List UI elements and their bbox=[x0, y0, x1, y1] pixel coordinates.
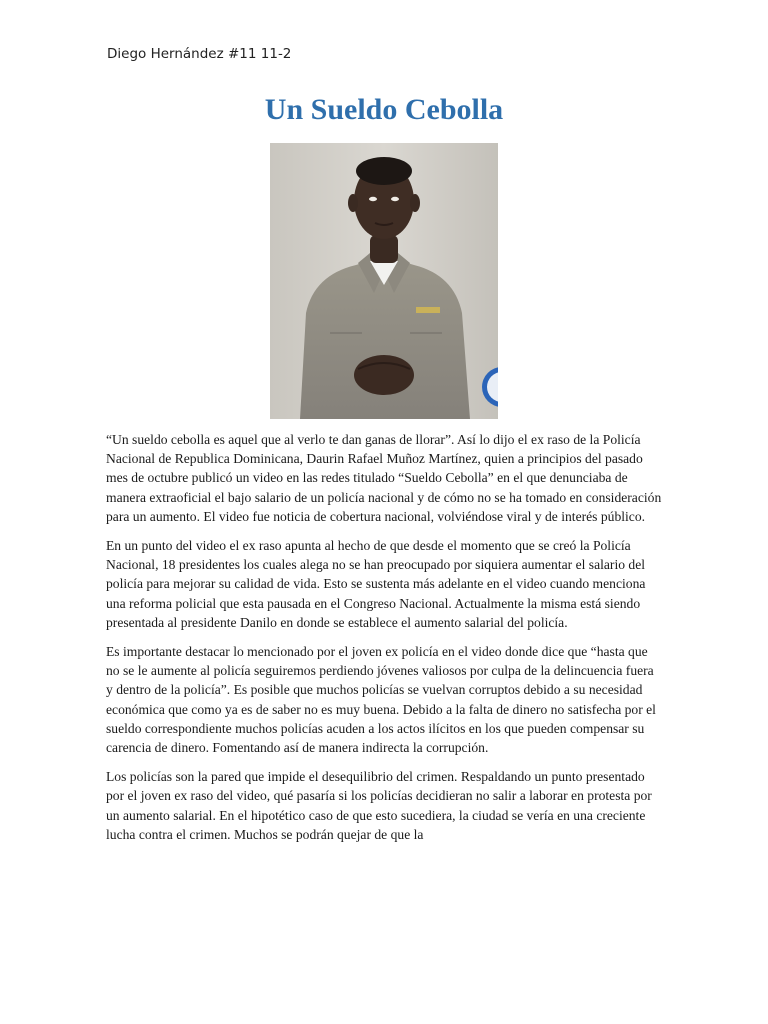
author-line: Diego Hernández #11 11-2 bbox=[107, 46, 292, 62]
paragraph: Los policías son la pared que impide el desequilibrio del crimen. Respaldando un punto presentado por el joven ex raso del video, qué pasaría si los policías decidieran no salir a laborar en protesta por un aumento salarial. En el hipotético caso de que esto sucediera, la ciudad se vería en una creciente lucha contra el crimen. Muchos se podrán quejar de que la bbox=[106, 769, 652, 842]
paragraph: Es importante destacar lo mencionado por el joven ex policía en el video donde dice que “hasta que no se le aumente al policía seguiremos perdiendo jóvenes valiosos por culpa de la delincuencia fuera y dentro de la policía”. Es posible que muchos policías se vuelvan corruptos debido a su necesidad económica que como ya es de saber no es muy buena. Debido a la falta de dinero no satisfecha por el sueldo correspondiente muchos policías acuden a los actos ilícitos en los que pueden compensar su carencia de dinero. Fomentando así de manera indirecta la corrupción. bbox=[106, 644, 656, 756]
portrait-photo bbox=[270, 143, 498, 419]
article-title: Un Sueldo Cebolla bbox=[264, 93, 504, 126]
paragraph: “Un sueldo cebolla es aquel que al verlo te dan ganas de llorar”. Así lo dijo el ex raso de la Policía Nacional de Republica Dominicana, Daurin Rafael Muñoz Martínez, quien a principios del pasado mes de octubre publicó un video en las redes titulado “Sueldo Cebolla” en el que denunciaba de manera extraoficial el bajo salario de un policía nacional y de cómo no se ha tomado en consideración para un aumento. El video fue noticia de cobertura nacional, volviéndose viral y de interés público. bbox=[106, 432, 662, 524]
article-body bbox=[106, 430, 662, 854]
paragraph: En un punto del video el ex raso apunta al hecho de que desde el momento que se creó la Policía Nacional, 18 presidentes los cuales alega no se han preocupado por siquiera aumentar el salario del policía para mejorar su calidad de vida. Esto se sustenta más adelante en el video cuando menciona una reforma policial que esta pausada en el Congreso Nacional. Actualmente la misma está siendo presentada al presidente Danilo en donde se establece el aumento salarial del policía. bbox=[106, 538, 646, 630]
portrait-illustration bbox=[270, 143, 498, 419]
